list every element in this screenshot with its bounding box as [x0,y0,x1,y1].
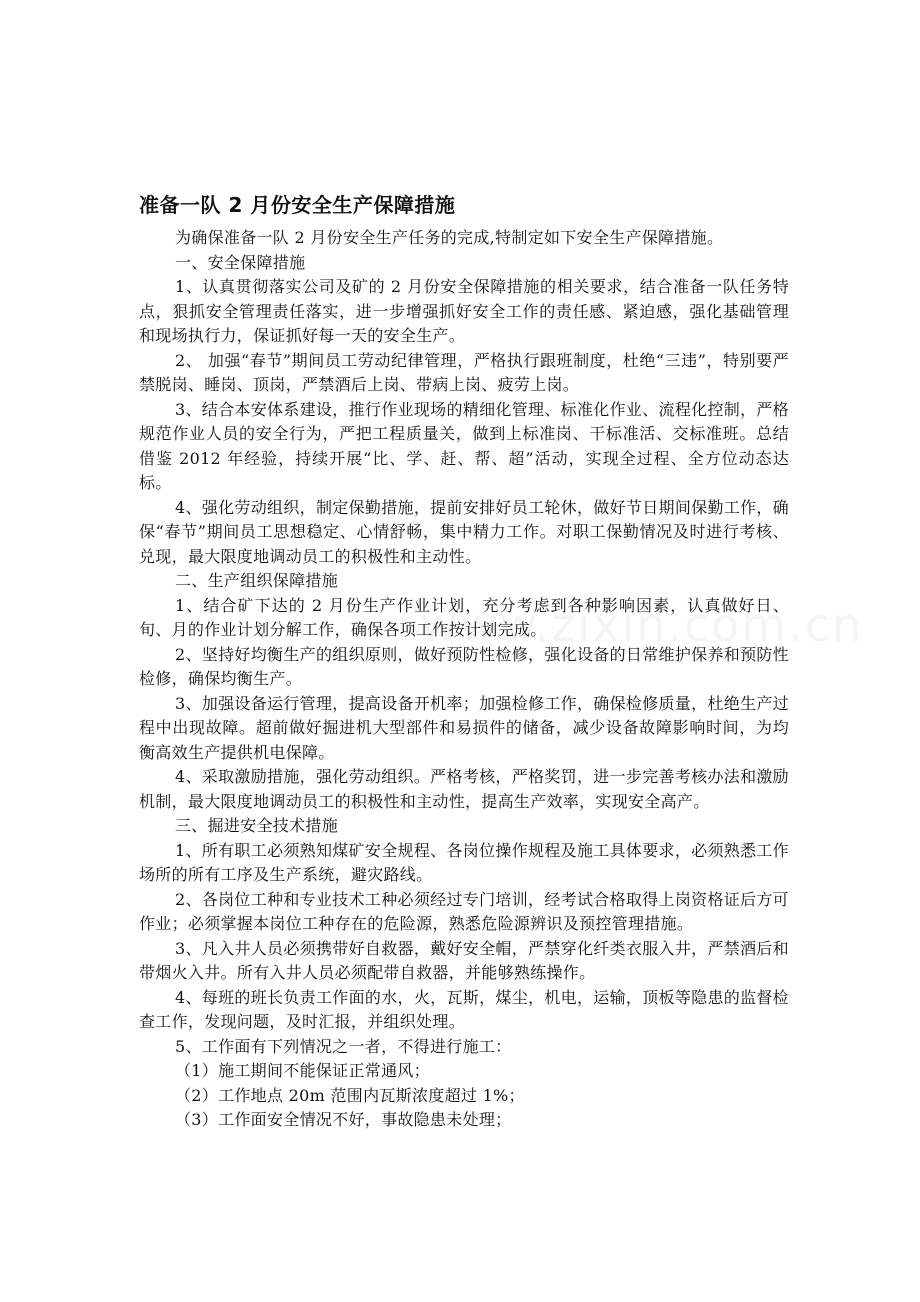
paragraph: 1、结合矿下达的 2 月份生产作业计划，充分考虑到各种影响因素，认真做好日、旬、月的作业计划分解工作，确保各项工作按计划完成。 [139,595,789,639]
section-heading-3: 三、掘进安全技术措施 [175,816,339,835]
paragraph: 3、凡入井人员必须携带好自救器，戴好安全帽，严禁穿化纤类衣服入井，严禁酒后和带烟火入井。所有入井人员必须配带自救器，并能够熟练操作。 [139,938,789,982]
section-heading-2: 二、生产组织保障措施 [175,571,339,590]
section-heading-1: 一、安全保障措施 [175,252,306,272]
intro-paragraph: 为确保准备一队 2 月份安全生产任务的完成,特制定如下安全生产保障措施。 [175,228,724,247]
paragraph: 5、工作面有下列情况之一者，不得进行施工： [175,1036,512,1056]
list-item: （1）施工期间不能保证正常通风； [175,1061,430,1080]
paragraph: 1、所有职工必须熟知煤矿安全规程、各岗位操作规程及施工具体要求，必须熟悉工作场所的所有工序及生产系统，避灾路线。 [139,840,789,884]
list-item: （2）工作地点 20m 范围内瓦斯浓度超过 1%； [175,1085,525,1105]
paragraph: 2、坚持好均衡生产的组织原则，做好预防性检修，强化设备的日常维护保养和预防性检修，确保均衡生产。 [139,644,789,688]
paragraph: 4、每班的班长负责工作面的水，火，瓦斯，煤尘，机电，运输，顶板等隐患的监督检查工作，发现问题，及时汇报，并组织处理。 [139,987,789,1031]
paragraph: 4、采取激励措施，强化劳动组织。严格考核，严格奖罚，进一步完善考核办法和激励机制，最大限度地调动员工的积极性和主动性，提高生产效率，实现安全高产。 [139,767,789,811]
document-title: 准备一队 2 月份安全生产保障措施 [139,193,456,217]
list-item: （3）工作面安全情况不好，事故隐患未处理； [175,1110,512,1129]
paragraph: 1、认真贯彻落实公司及矿的 2 月份安全保障措施的相关要求，结合准备一队任务特点，狠抓安全管理责任落实，进一步增强抓好安全工作的责任感、紧迫感，强化基础管理和现场执行力，保证抓好每一天的安全生产。 [139,277,789,345]
paragraph: 2、 加强“春节”期间员工劳动纪律管理，严格执行跟班制度，杜绝“三违”，特别要严禁脱岗、睡岗、顶岗，严禁酒后上岗、带病上岗、疲劳上岗。 [139,350,789,394]
paragraph: 3、结合本安体系建设，推行作业现场的精细化管理、标准化作业、流程化控制，严格规范作业人员的安全行为，严把工程质量关，做到上标准岗、干标准活、交标准班。总结借鉴 2012 年经验，持续开展“比、学、赶、帮、超”活动，实现全过程、全方位动态达标。 [139,399,789,492]
paragraph: 4、强化劳动组织，制定保勤措施，提前安排好员工轮休，做好节日期间保勤工作，确保“春节”期间员工思想稳定、心情舒畅，集中精力工作。对职工保勤情况及时进行考核、兑现，最大限度地调动员工的积极性和主动性。 [139,497,789,566]
document-body [139,190,789,1133]
paragraph: 3、加强设备运行管理，提高设备开机率；加强检修工作，确保检修质量，杜绝生产过程中出现故障。超前做好掘进机大型部件和易损件的储备，减少设备故障影响时间，为均衡高效生产提供机电保障。 [139,693,789,762]
paragraph: 2、各岗位工种和专业技术工种必须经过专门培训，经考试合格取得上岗资格证后方可作业；必须掌握本岗位工种存在的危险源，熟悉危险源辨识及预控管理措施。 [139,889,789,933]
